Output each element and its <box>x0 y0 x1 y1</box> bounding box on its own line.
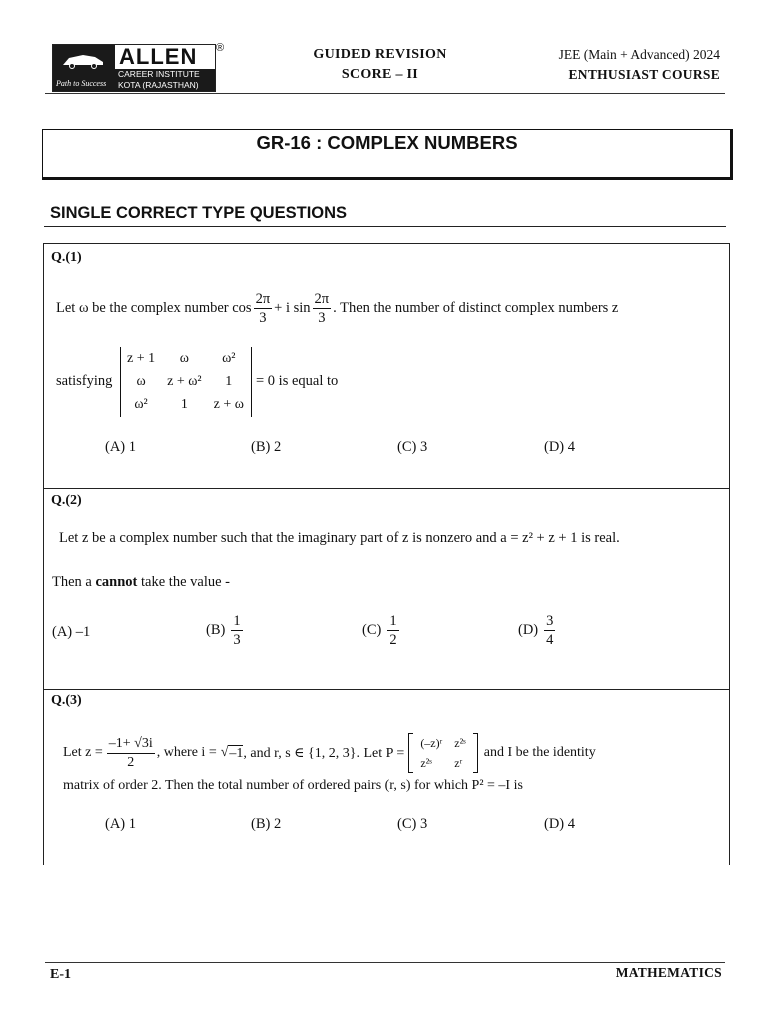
footer-divider <box>45 962 725 963</box>
section-divider <box>44 226 726 227</box>
header-center <box>290 45 470 85</box>
header-divider <box>45 93 725 94</box>
question-3-stem-line1: Let z = $\frac{-1+ √3i}{2}$ , where i = √ –1 , and r, s ∈ {1, 2, 3}. Let P = (–z)ʳ z²ˢ z²ˢ zʳ and I be the identity <box>63 730 596 776</box>
logo-badge <box>53 45 115 91</box>
logo-sub2: KOTA (RAJASTHAN) <box>115 80 215 91</box>
question-frame-left <box>43 243 44 865</box>
q1-determinant: z + 1 ω ω² ω z + ω² 1 ω² 1 z + ω <box>120 347 252 417</box>
section-title: SINGLE CORRECT TYPE QUESTIONS <box>50 204 348 222</box>
q1-det-tail: = 0 is equal to <box>256 373 339 389</box>
q2-option-d[interactable]: (D) $\frac{3}{4}$ <box>518 613 554 648</box>
q3-option-c[interactable]: (C) 3 <box>397 816 428 832</box>
guided-revision-label: GUIDED REVISION <box>313 47 447 62</box>
question-2-stem-line1: Let z be a complex number such that the imaginary part of z is nonzero and a = z² + z + 1 is real. <box>59 530 620 546</box>
q2-option-b[interactable]: (B) $\frac{1}{3}$ <box>206 613 241 648</box>
logo-tagline: Path to Success <box>56 79 107 88</box>
q2-option-a[interactable]: (A) –1 <box>52 624 91 640</box>
q1-isin: + i sin <box>274 299 311 316</box>
q1-stem-text-2: . Then the number of distinct complex numbers z <box>333 299 619 316</box>
subject-label: MATHEMATICS <box>615 965 722 980</box>
question-3-label: Q.(3) <box>51 693 82 708</box>
question-divider <box>43 689 729 690</box>
logo-sub1: CAREER INSTITUTE <box>115 69 215 80</box>
q2-option-c[interactable]: (C) $\frac{1}{2}$ <box>362 613 397 648</box>
q1-option-b[interactable]: (B) 2 <box>251 439 282 455</box>
q1-fraction: $\frac{2\pi}{3}$ <box>255 290 271 326</box>
question-1-label: Q.(1) <box>51 250 82 265</box>
logo-name: ALLEN <box>119 44 198 69</box>
page-number: E-1 <box>50 967 71 982</box>
q3-matrix-p: (–z)ʳ z²ˢ z²ˢ zʳ <box>408 733 477 773</box>
car-emblem-icon <box>61 51 105 69</box>
q1-fraction: $\frac{2\pi}{3}$ <box>314 290 330 326</box>
q1-option-c[interactable]: (C) 3 <box>397 439 428 455</box>
question-divider <box>43 488 729 489</box>
q1-satisfying: satisfying <box>56 373 113 389</box>
score-label: SCORE – II <box>341 67 419 82</box>
q3-option-a[interactable]: (A) 1 <box>105 816 137 832</box>
q1-option-a[interactable]: (A) 1 <box>105 439 137 455</box>
q1-option-d[interactable]: (D) 4 <box>544 439 576 455</box>
exam-label: JEE (Main + Advanced) 2024 <box>558 47 720 62</box>
question-frame-right <box>729 243 730 865</box>
page-title: GR-16 : COMPLEX NUMBERS <box>256 132 518 153</box>
question-divider <box>43 243 729 244</box>
header-right <box>520 45 720 85</box>
q3-option-d[interactable]: (D) 4 <box>544 816 576 832</box>
registered-mark: ® <box>216 42 225 54</box>
allen-logo <box>52 44 216 92</box>
question-2-label: Q.(2) <box>51 493 82 508</box>
question-2-stem-line2: Then a cannot take the value - <box>52 574 230 590</box>
course-label: ENTHUSIAST COURSE <box>568 67 720 82</box>
question-1-stem <box>56 288 618 328</box>
question-3-stem-line2: matrix of order 2. Then the total number of ordered pairs (r, s) for which P² = –I is <box>63 778 523 793</box>
q3-option-b[interactable]: (B) 2 <box>251 816 282 832</box>
q1-stem-text: Let ω be the complex number cos <box>56 299 252 316</box>
